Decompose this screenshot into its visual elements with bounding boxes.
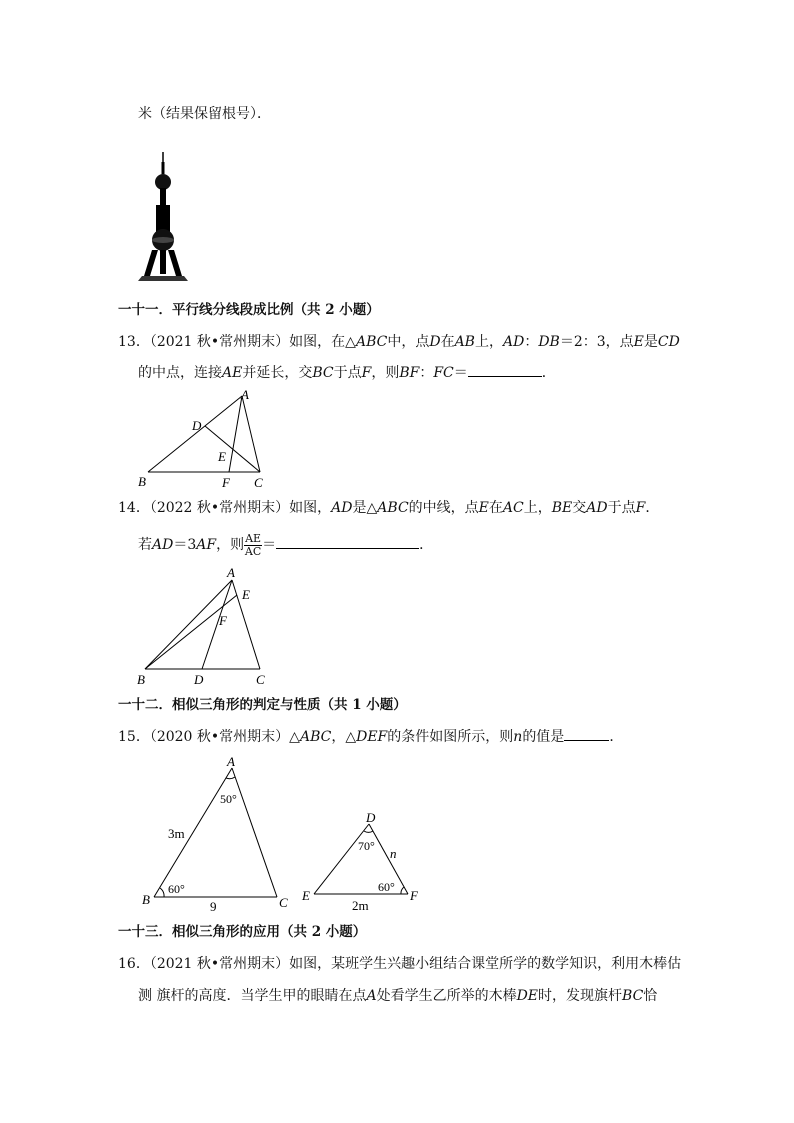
q15-label-C: C [279,895,288,910]
q13-label-B: B [138,474,146,489]
q14-number: 14． [118,500,150,516]
q15-number: 15． [118,729,150,745]
q13-label-D: D [192,418,202,433]
q13-label-F: F [222,475,230,490]
q13-label-A: A [241,387,249,402]
q14-figure [132,563,282,691]
q15-label-B: B [142,892,150,907]
q16-line1: 16．（2021 秋•常州期末）如图，某班学生兴趣小组结合课堂所学的数学知识，利用木棒估 [118,956,682,972]
q16-line2: 测 旗杆的高度．当学生甲的眼睛在点A处看学生乙所举的木棒DE时，发现旗杆BC恰 [138,988,658,1004]
q14-label-C: C [256,672,265,687]
q14-label-F: F [219,613,227,628]
q16-source: （2021 秋•常州期末） [149,956,290,972]
q14-label-E: E [242,587,250,602]
q13-label-E: E [218,449,226,464]
q14-answer-blank[interactable] [276,534,419,549]
q15-side-AB: 3m [168,826,185,841]
q15-angle-A: 50° [220,792,237,806]
q14-line2: 若AD＝3AF，则 $\frac{AE}{AC}$ ＝ ． [138,531,434,558]
q14-label-A: A [227,565,235,580]
q15-label-D: D [366,810,376,825]
q16-number: 16． [118,956,150,972]
q15-side-DF: n [390,846,397,861]
q14-label-B: B [137,672,145,687]
q15-label-F: F [410,888,418,903]
q15-label-A: A [227,754,235,769]
q14-fraction: $\frac{AE}{AC}$ [244,531,262,558]
q15-angle-F: 60° [378,880,395,894]
q15-side-BC: 9 [210,899,217,914]
section-heading-12: 一十二．相似三角形的判定与性质（共 1 小题） [118,697,407,713]
q13-line1: 13．（2021 秋•常州期末）如图，在△ABC中，点D在AB上，AD：DB＝2：3，点E是CD [118,334,680,350]
q14-line1: 14．（2022 秋•常州期末）如图，AD是△ABC的中线，点E在AC上，BE交AD于点F． [118,500,660,516]
q15-side-EF: 2m [352,898,369,913]
q15-figure [136,752,436,914]
q14-source: （2022 秋•常州期末） [149,500,290,516]
q15-source: （2020 秋•常州期末） [149,729,290,745]
q13-label-C: C [254,475,263,490]
q13-source: （2021 秋•常州期末） [149,334,290,350]
q15-answer-blank[interactable] [564,726,609,741]
q13-number: 13． [118,334,150,350]
q13-figure [132,385,282,495]
section-heading-13: 一十三．相似三角形的应用（共 2 小题） [118,924,367,940]
q14-label-D: D [194,672,204,687]
top-line: 米（结果保留根号）． [138,106,271,122]
q15-angle-B: 60° [168,882,185,896]
q15-line1: 15．（2020 秋•常州期末）△ABC，△DEF的条件如图所示，则n的值是 ． [118,726,623,747]
section-heading-11: 一十一．平行线分线段成比例（共 2 小题） [118,302,380,318]
tower-illustration [138,150,198,282]
q15-label-E: E [302,888,310,903]
q13-answer-blank[interactable] [468,362,542,377]
q15-angle-D: 70° [358,839,375,853]
q13-line2: 的中点，连接AE并延长，交BC于点F，则BF：FC＝ ． [138,362,556,383]
